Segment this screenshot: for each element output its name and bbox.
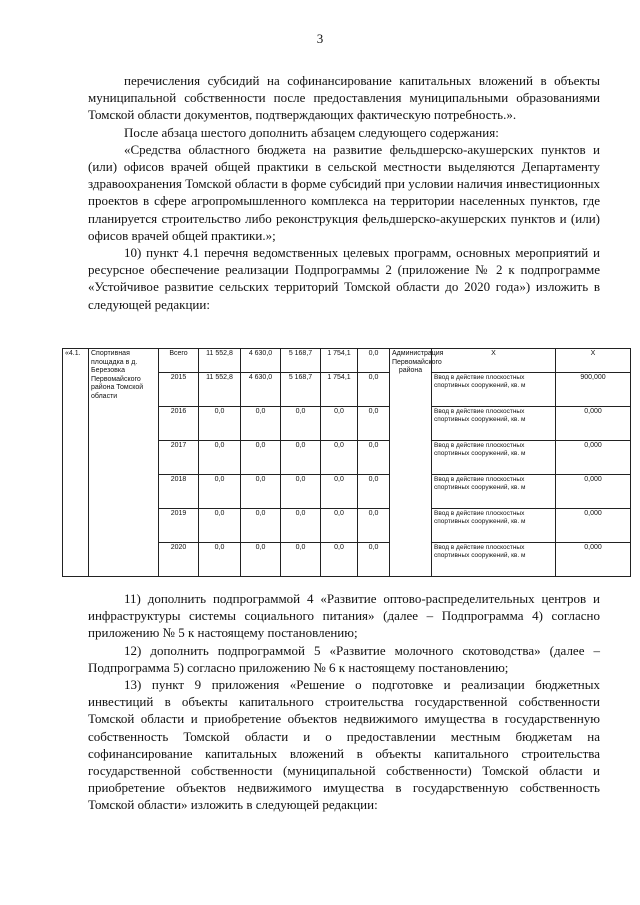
value-cell: 0,0 [281,407,321,441]
indicator-cell: X [432,349,556,373]
value-cell: 5 168,7 [281,349,321,373]
executor-cell: Администрация Первомайского района [390,349,432,577]
paragraph: После абзаца шестого дополнить абзацем следующего содержания: [124,124,499,140]
value-cell: 0,0 [321,407,358,441]
period-cell: 2016 [159,407,199,441]
value-cell: 0,0 [358,407,390,441]
paragraph: 13) пункт 9 приложения «Решение о подготовке и реализации бюджетных инвестиций в объекты капитального строительства государственной собственности Томской области и приобретение объектов недвижимого имущества в государственную собственность Томской области и о предоставлении местным бюджетам на софинансирование капитальных вложений в объекты капитального строительства государственной собственности (муниципальной собственности) Томской области и приобретение объектов недвижимого имущества в государственную собственность Томской области» изложить в следующей редакции: [88,677,600,813]
table-row [63,349,631,373]
value-cell: 11 552,8 [199,349,241,373]
indicator-value-cell: 0,000 [556,509,631,543]
indicator-value-cell: 0,000 [556,441,631,475]
indicator-value-cell: 0,000 [556,407,631,441]
paragraph: 10) пункт 4.1 перечня ведомственных целевых программ, основных мероприятий и ресурсное обеспечение реализации Подпрограммы 2 (приложение № 2 к подпрограмме «Устойчивое развитие сельских территорий Томской области до 2020 года») изложить в следующей редакции: [88,245,600,312]
value-cell: 0,0 [199,543,241,577]
value-cell: 0,0 [321,543,358,577]
value-cell: 0,0 [358,349,390,373]
indicator-cell: Ввод в действие плоскостных спортивных сооружений, кв. м [432,373,556,407]
indicator-value-cell: 0,000 [556,543,631,577]
value-cell: 0,0 [199,441,241,475]
value-cell: 5 168,7 [281,373,321,407]
paragraph: 12) дополнить подпрограммой 5 «Развитие молочного скотоводства» (далее – Подпрограмма 5) согласно приложению № 6 к настоящему постановлению; [88,642,600,675]
period-cell: 2017 [159,441,199,475]
value-cell: 0,0 [358,373,390,407]
value-cell: 0,0 [281,475,321,509]
indicator-cell: Ввод в действие плоскостных спортивных сооружений, кв. м [432,441,556,475]
paragraph: «Средства областного бюджета на развитие фельдшерско-акушерских пунктов и (или) офисов врачей общей практики в сельской местности выделяются Департаменту здравоохранения Томской области в форме субсидий при условии наличия инвестиционных проектов в сфере агропромышленного комплекса на территории населенных пунктов, где планируется строительство либо реконструкция фельдшерско-акушерских пунктов и (или) офисов врачей общей практики.»; [88,141,600,243]
page-number: 3 [316,31,324,46]
value-cell: 0,0 [199,407,241,441]
item-name-cell: Спортивная площадка в д. Березовка Первомайского района Томской области [89,349,159,577]
indicator-cell: Ввод в действие плоскостных спортивных сооружений, кв. м [432,407,556,441]
paragraph: перечисления субсидий на софинансирование капитальных вложений в объекты муниципальной собственности после предоставления муниципальными образованиями Томской области документов, подтверждающих фактическую потребность.». [88,73,600,123]
indicator-cell: Ввод в действие плоскостных спортивных сооружений, кв. м [432,509,556,543]
indicator-value-cell: 0,000 [556,475,631,509]
value-cell: 0,0 [321,509,358,543]
item-number-cell: «4.1. [63,349,89,577]
value-cell: 4 630,0 [241,373,281,407]
period-cell: 2019 [159,509,199,543]
bottom-text-block [88,590,600,814]
program-table [62,348,631,577]
period-cell: 2015 [159,373,199,407]
value-cell: 0,0 [358,475,390,509]
value-cell: 0,0 [358,543,390,577]
value-cell: 0,0 [241,441,281,475]
period-cell: 2018 [159,475,199,509]
value-cell: 0,0 [281,509,321,543]
value-cell: 0,0 [199,475,241,509]
value-cell: 0,0 [241,509,281,543]
period-cell: Всего [159,349,199,373]
indicator-cell: Ввод в действие плоскостных спортивных сооружений, кв. м [432,475,556,509]
value-cell: 0,0 [281,441,321,475]
value-cell: 0,0 [281,543,321,577]
top-text-block [88,72,600,313]
value-cell: 0,0 [321,441,358,475]
value-cell: 0,0 [241,475,281,509]
value-cell: 4 630,0 [241,349,281,373]
value-cell: 0,0 [321,475,358,509]
value-cell: 0,0 [358,509,390,543]
period-cell: 2020 [159,543,199,577]
value-cell: 0,0 [199,509,241,543]
paragraph: 11) дополнить подпрограммой 4 «Развитие оптово-распределительных центров и инфраструктуры системы социального питания» (далее – Подпрограмма 4) согласно приложению № 5 к настоящему постановлению; [88,591,600,641]
value-cell: 0,0 [241,543,281,577]
indicator-cell: Ввод в действие плоскостных спортивных сооружений, кв. м [432,543,556,577]
value-cell: 0,0 [241,407,281,441]
value-cell: 1 754,1 [321,349,358,373]
indicator-value-cell: X [556,349,631,373]
value-cell: 0,0 [358,441,390,475]
indicator-value-cell: 900,000 [556,373,631,407]
value-cell: 11 552,8 [199,373,241,407]
value-cell: 1 754,1 [321,373,358,407]
